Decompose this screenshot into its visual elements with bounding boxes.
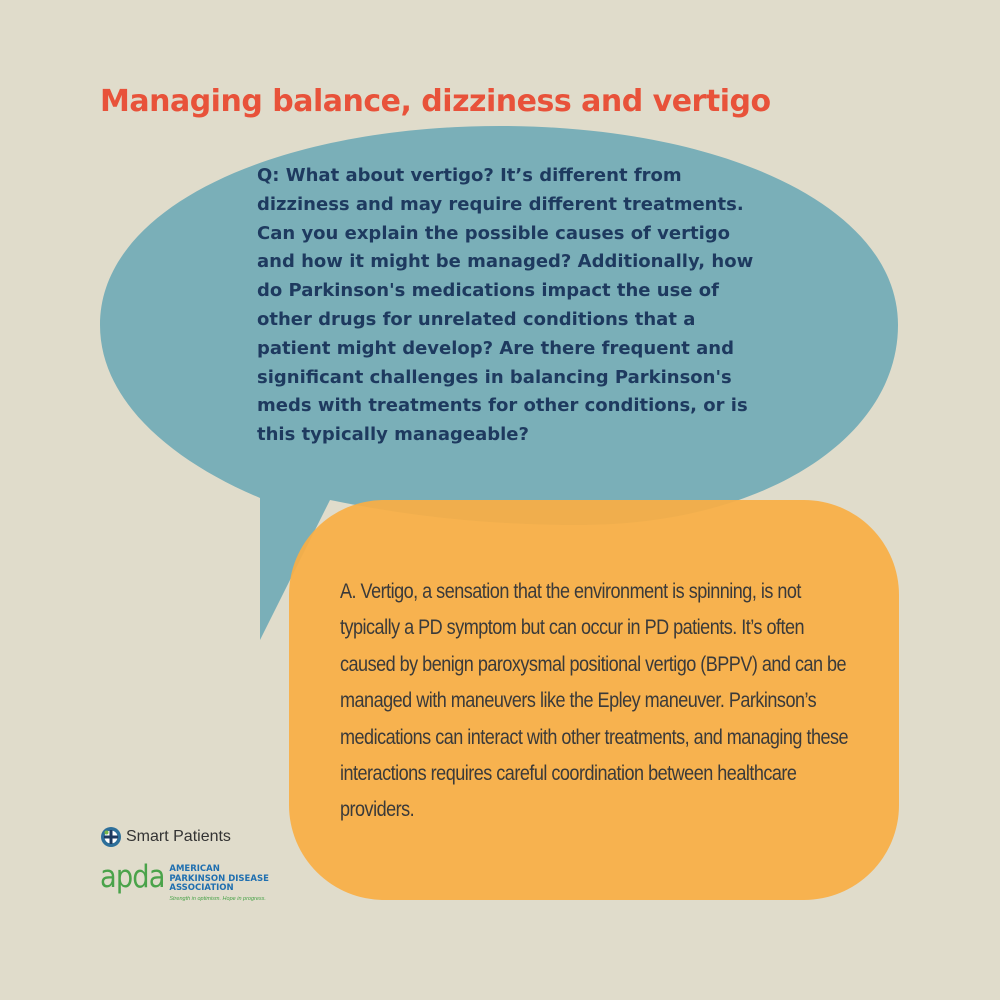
answer-block	[340, 574, 849, 829]
apda-wordmark	[169, 865, 269, 902]
smart-patients-label: Smart Patients	[126, 828, 231, 845]
answer-text: A. Vertigo, a sensation that the environment is spinning, is not typically a PD symptom but can occur in PD patients. It’s often caused by benign paroxysmal positional vertigo (BPPV) and can be managed with maneuvers like the Epley maneuver. Parkinson’s medications can interact with other treatments, and managing these interactions requires careful coordination between healthcare providers.	[340, 580, 849, 822]
apda-line-1: AMERICAN	[169, 864, 220, 874]
apda-mark: apda	[100, 859, 165, 895]
question-text: Q: What about vertigo? It’s different from dizziness and may require different treatments. Can you explain the possible causes of vertigo and how it might be managed? Additionally, how do Parkinson's medications impact the use of other drugs for unrelated conditions that a patient might develop? Are there frequent and significant challenges in balancing Parkinson's meds with treatments for other conditions, or is this typically manageable?	[257, 165, 754, 446]
apda-line-2: PARKINSON DISEASE	[169, 873, 269, 884]
page-title: Managing balance, dizziness and vertigo	[100, 84, 771, 119]
apda-line-3: ASSOCIATION	[169, 883, 234, 893]
apda-tagline: Strength in optimism. Hope in progress.	[169, 895, 266, 902]
smart-patients-icon	[100, 826, 122, 848]
smart-patients-logo	[100, 826, 231, 848]
apda-logo	[100, 860, 269, 902]
